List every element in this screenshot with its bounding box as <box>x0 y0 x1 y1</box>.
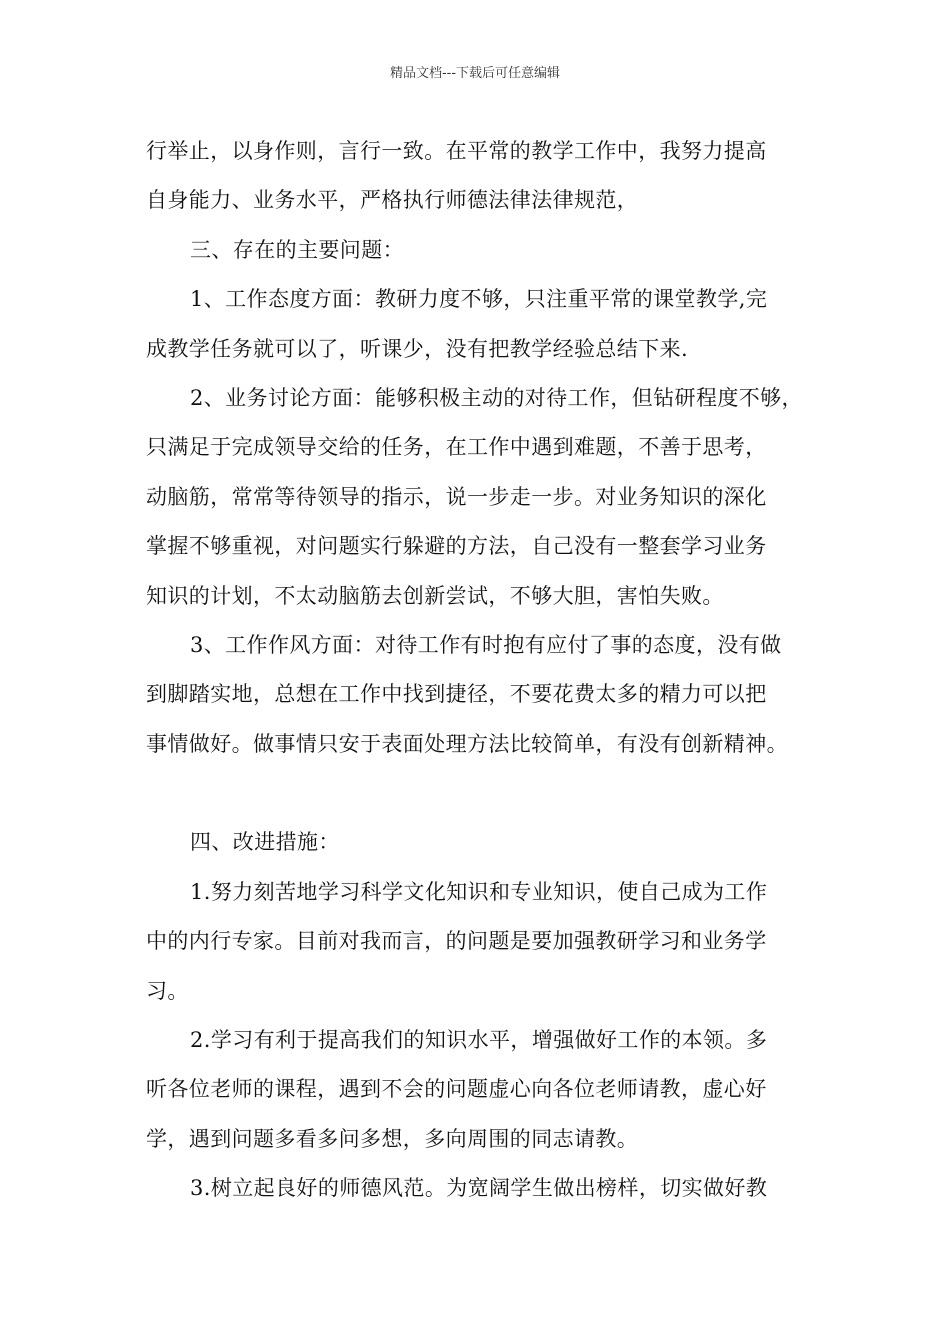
text-line: 2.学习有利于提高我们的知识水平，增强做好工作的本领。多 <box>190 1027 768 1052</box>
text-line: 3、工作作风方面：对待工作有时抱有应付了事的态度，没有做 <box>190 633 782 658</box>
text-line: 3.树立起良好的师德风范。为宽阔学生做出榜样，切实做好教 <box>190 1176 768 1201</box>
section-heading: 四、改进措施： <box>190 830 340 855</box>
text-line: 听各位老师的课程，遇到不会的问题虚心向各位老师请教，虚心好 <box>146 1077 767 1102</box>
text-line: 事情做好。做事情只安于表面处理方法比较简单，有没有创新精神。 <box>146 731 788 756</box>
page-header: 精品文档---下载后可任意编辑 <box>389 66 561 81</box>
text-line: 只满足于完成领导交给的任务，在工作中遇到难题，不善于思考， <box>146 435 767 460</box>
text-line: 成教学任务就可以了，听课少，没有把教学经验总结下来. <box>146 336 689 361</box>
text-line: 1.努力刻苦地学习科学文化知识和专业知识，使自己成为工作 <box>190 879 768 904</box>
text-line: 动脑筋，常常等待领导的指示，说一步走一步。对业务知识的深化 <box>146 484 767 509</box>
text-line: 习。 <box>146 978 189 1003</box>
text-line: 行举止，以身作则，言行一致。在平常的教学工作中，我努力提高 <box>146 139 767 163</box>
text-line: 中的内行专家。目前对我而言，的问题是要加强教研学习和业务学 <box>146 929 767 954</box>
text-line: 2、业务讨论方面：能够积极主动的对待工作，但钻研程度不够， <box>190 386 803 411</box>
text-line: 1、工作态度方面：教研力度不够，只注重平常的课堂教学,完 <box>190 287 768 312</box>
document-body <box>146 127 826 1214</box>
text-line: 学，遇到问题多看多问多想，多向周围的同志请教。 <box>146 1126 639 1151</box>
section-heading: 三、存在的主要问题： <box>190 237 404 262</box>
text-line: 到脚踏实地，总想在工作中找到捷径，不要花费太多的精力可以把 <box>146 682 767 707</box>
text-line: 知识的计划，不太动脑筋去创新尝试，不够大胆，害怕失败。 <box>146 583 724 608</box>
text-line: 自身能力、业务水平，严格执行师德法律法律规范， <box>146 188 639 213</box>
paragraph-gap <box>146 769 826 818</box>
text-line: 掌握不够重视，对问题实行躲避的方法，自己没有一整套学习业务 <box>146 534 767 559</box>
